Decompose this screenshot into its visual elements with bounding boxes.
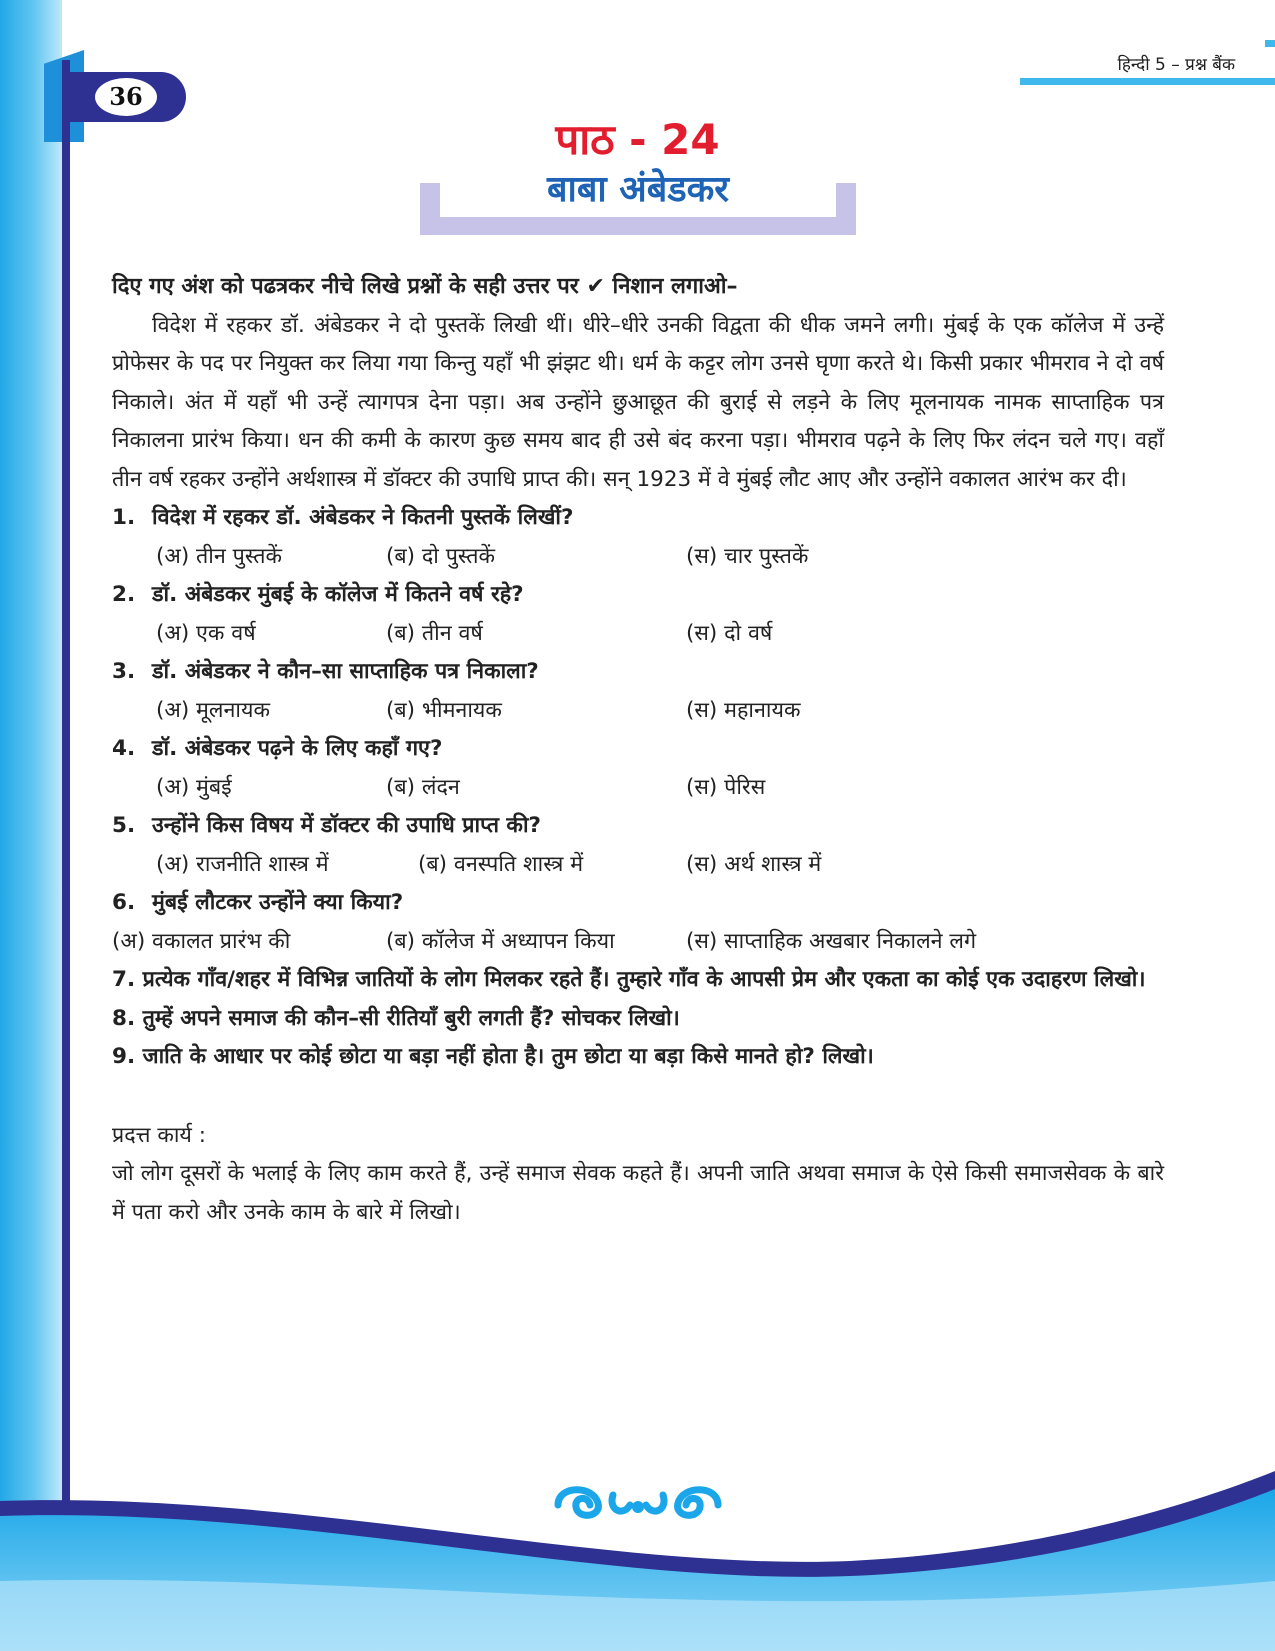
- option-c[interactable]: (स) दो वर्ष: [686, 620, 773, 646]
- task-text: जो लोग दूसरों के भलाई के लिए काम करते हैं, उन्हें समाज सेवक कहते हैं। अपनी जाति अथवा समाज के ऐसे किसी समाजसेवक के बारे में पता करो और उनके काम के बारे में लिखो।: [112, 1161, 1164, 1225]
- header-rule-top: [1265, 40, 1275, 47]
- question-block-3: [112, 653, 1164, 730]
- question-block-6: [112, 884, 1164, 961]
- question-block-1: [112, 499, 1164, 576]
- question-number: 2.: [112, 582, 136, 607]
- option-b[interactable]: (ब) भीमनायक: [386, 697, 502, 723]
- lesson-title: बाबा अंबेडकर: [547, 169, 729, 210]
- option-a[interactable]: (अ) वकालत प्रारंभ की: [112, 928, 291, 954]
- question-number: 1.: [112, 505, 136, 530]
- option-c[interactable]: (स) अर्थ शास्त्र में: [686, 851, 822, 877]
- option-b[interactable]: (ब) कॉलेज में अध्यापन किया: [386, 928, 615, 954]
- question-block-2: [112, 576, 1164, 653]
- option-c[interactable]: (स) पेरिस: [686, 774, 766, 800]
- question: [112, 730, 1164, 769]
- question: [112, 653, 1164, 692]
- task-heading: प्रदत्त कार्य :: [112, 1122, 206, 1148]
- content: [112, 268, 1164, 1232]
- question-block-5: [112, 807, 1164, 884]
- option-a[interactable]: (अ) राजनीति शास्त्र में: [156, 851, 329, 877]
- option-c[interactable]: (स) महानायक: [686, 697, 801, 723]
- question: [112, 807, 1164, 846]
- question-number: 6.: [112, 890, 136, 915]
- options: [112, 692, 1164, 731]
- long-question-8: 8. तुम्हें अपने समाज की कौन–सी रीतियाँ बुरी लगती हैं? सोचकर लिखो।: [112, 1005, 680, 1031]
- question: [112, 884, 1164, 923]
- question-block-4: [112, 730, 1164, 807]
- option-a[interactable]: (अ) मूलनायक: [156, 697, 270, 723]
- question: [112, 576, 1164, 615]
- question: [112, 499, 1164, 538]
- question-text: डॉ. अंबेडकर मुंबई के कॉलेज में कितने वर्ष रहे?: [152, 582, 524, 607]
- option-a[interactable]: (अ) एक वर्ष: [156, 620, 256, 646]
- options: [112, 923, 1164, 962]
- question-text: उन्होंने किस विषय में डॉक्टर की उपाधि प्राप्त की?: [152, 813, 541, 838]
- options: [112, 769, 1164, 808]
- lesson-number: पाठ - 24: [555, 115, 720, 164]
- question-number: 5.: [112, 813, 136, 838]
- question-text: विदेश में रहकर डॉ. अंबेडकर ने कितनी पुस्तकें लिखीं?: [152, 505, 574, 530]
- options: [112, 846, 1164, 885]
- option-a[interactable]: (अ) मुंबई: [156, 774, 232, 800]
- option-c[interactable]: (स) चार पुस्तकें: [686, 543, 809, 569]
- option-b[interactable]: (ब) दो पुस्तकें: [386, 543, 496, 569]
- question-text: मुंबई लौटकर उन्होंने क्या किया?: [152, 890, 404, 915]
- option-b[interactable]: (ब) तीन वर्ष: [386, 620, 483, 646]
- options: [112, 538, 1164, 577]
- passage: विदेश में रहकर डॉ. अंबेडकर ने दो पुस्तकें लिखी थीं। धीरे–धीरे उनकी विद्वता की धीक जमने लगी। मुंबई के एक कॉलेज में उन्हें प्रोफेसर के पद पर नियुक्त कर लिया गया किन्तु यहाँ भी झंझट थी। धर्म के कट्टर लोग उनसे घृणा करते थे। किसी प्रकार भीमराव ने दो वर्ष निकाले। अंत में यहाँ भी उन्हें त्यागपत्र देना पड़ा। अब उन्होंने छुआछूत की बुराई से लड़ने के लिए मूलनायक नामक साप्ताहिक पत्र निकालना प्रारंभ किया। धन की कमी के कारण कुछ समय बाद ही उसे बंद करना पड़ा। भीमराव पढ़ने के लिए फिर लंदन चले गए। वहाँ तीन वर्ष रहकर उन्होंने अर्थशास्त्र में डॉक्टर की उपाधि प्राप्त की। सन् 1923 में वे मुंबई लौट आए और उन्होंने वकालत आरंभ कर दी।: [112, 312, 1164, 492]
- bottom-wave-decoration: [0, 1431, 1275, 1651]
- question-text: डॉ. अंबेडकर ने कौन–सा साप्ताहिक पत्र निकाला?: [152, 659, 539, 684]
- left-border-band: [0, 0, 62, 1651]
- question-number: 3.: [112, 659, 136, 684]
- option-c[interactable]: (स) साप्ताहिक अखबार निकालने लगे: [686, 928, 977, 954]
- long-question-9: 9. जाति के आधार पर कोई छोटा या बड़ा नहीं होता है। तुम छोटा या बड़ा किसे मानते हो? लिखो।: [112, 1044, 874, 1069]
- book-label: हिन्दी 5 – प्रश्न बैंक: [1117, 55, 1235, 75]
- instruction: दिए गए अंश को पढत्रकर नीचे लिखे प्रश्नों के सही उत्तर पर ✔ निशान लगाओ–: [112, 274, 738, 299]
- option-a[interactable]: (अ) तीन पुस्तकें: [156, 543, 282, 569]
- header-rule: [1020, 78, 1275, 85]
- option-b[interactable]: (ब) वनस्पति शास्त्र में: [418, 851, 584, 877]
- options: [112, 615, 1164, 654]
- page-number: 36: [95, 78, 157, 116]
- left-border-line: [62, 60, 70, 1560]
- option-b[interactable]: (ब) लंदन: [386, 774, 460, 800]
- question-number: 4.: [112, 736, 136, 761]
- question-text: डॉ. अंबेडकर पढ़ने के लिए कहाँ गए?: [152, 736, 443, 761]
- long-question-7: 7. प्रत्येक गाँव/शहर में विभिन्न जातियों के लोग मिलकर रहते हैं। तुम्हारे गाँव के आपसी प्रेम और एकता का कोई एक उदाहरण लिखो।: [112, 967, 1146, 992]
